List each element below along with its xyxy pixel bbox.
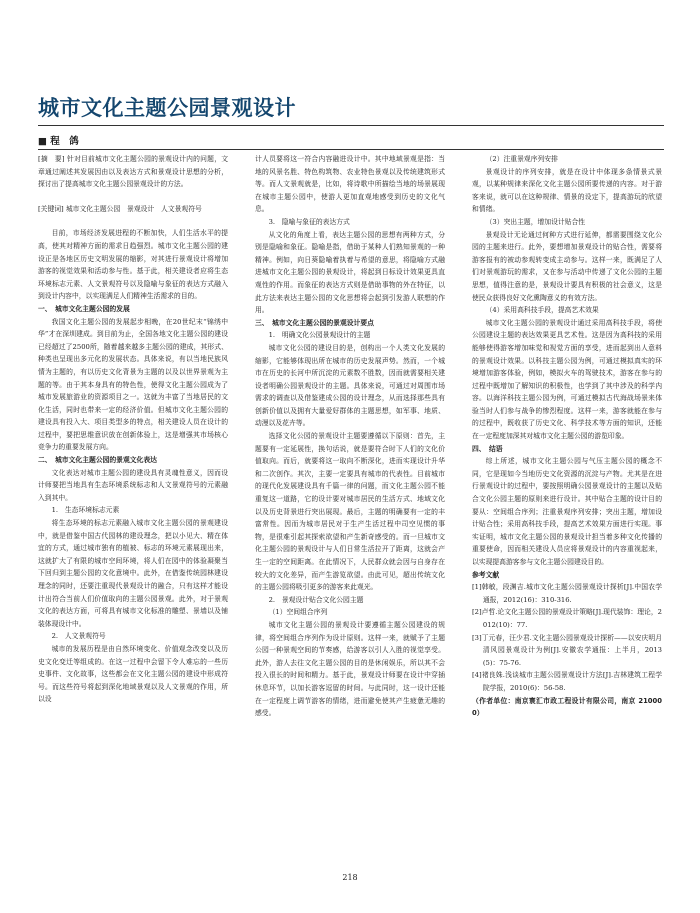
section-heading: 二、 城市文化主题公园的景观文化表达	[38, 456, 157, 465]
paragraph: 计人员要将这一符合内容融进设计中。其中地域景观是指：当地的风景名胜、特色构筑物、农业特色景观以及传统建筑形式等。而人文景观就是，比如，将诗歌中所描绘当地的场景展现在城市主题公园中，使游人更加直观地感受到历史的文化气息。	[255, 155, 445, 214]
reference-item	[472, 669, 662, 694]
author-name: ■ 程 鸽	[38, 136, 79, 147]
reference-label: [1]	[472, 583, 482, 592]
paragraph: 景观设计的序列安排，就是在设计中体现多条情景式景观，以某种规律来深化文化主题公园所要传递的内容。对于游客来说，就可以在这种规律、情景的设定下，提高游玩的欣望和情绪。	[472, 167, 662, 214]
paragraph: 城市文化主题公园的景观设计要遵循主题公园建设的规律，将空间组合序列作为设计原则。这样一来，就赋予了主题公园一种景观空间的节奏感，给游客以引人入胜的视觉享受。此外，游人去往文化主题公园的目的是休闲娱乐，所以其不会投入很长的时间和精力。基于此，景观设计师要在设计中穿插休息环节，以加长游客逗留的时间。与此同时，这一设计还能在一定程度上调节游客的情绪，进而避免使其产生疲惫无趣的感受。	[255, 620, 445, 718]
subsection-heading: 1. 明确文化公园景观设计的主题	[268, 331, 371, 340]
subsection-heading: （1）空间组合序列	[268, 608, 328, 617]
spacer	[38, 191, 228, 203]
subsection-heading: （4）采用高科技手段，提高艺术效果	[485, 306, 599, 315]
reference-item	[472, 606, 662, 631]
paragraph: 将生态环境的标志元素融入城市文化主题公园的景观建设中，就是借鉴中国古代园林的建设理念，把以小见大、精在体宜的方式，通过城市独有的植被、标志的环境元素展现出来，这就扩大了有限的城市空间环境，将人们在园中的体验凝聚当下回归到主题公园的文化意境中。此外，在借鉴传统园林建设理念的同时，还要注重现代景观设计的融合，只有这样才能设计出符合当前人们价值取向的主题公园景观。此外，对于景观文化的表达方面，可将具有城市文化标准的雕塑、景墙以及铺装体现设计中。	[38, 519, 228, 628]
paragraph: 综上所述，城市文化主题公园与气压主题公园的概念不同，它是现如今当地历史文化资源的沉淀与产物。尤其是在进行景观设计的过程中，要按照明确公园景观设计的主题以及贴合文化公园主题的原则来进行设计。其中贴合主题的设计目的要从：空间组合序列；注重景观序列安排；突出主题，增加设计贴合性；采用高科技手段，提高艺术效果方面进行实现。事实证明，城市文化主题公园的景观设计担当着多种文化传播的重要使命，因而相关建设人员应将景观设计的内容重视起来，以实现提高游客参与文化主题公园建设目的。	[472, 457, 662, 566]
reference-text: 卢哲.论文化主题公园的景观设计策略[J].现代装饰：理论，2012(10)：77.	[481, 608, 662, 629]
reference-item	[472, 581, 662, 606]
subsection-heading: （2）注重景观序列安排	[485, 155, 558, 163]
keywords	[38, 203, 228, 216]
reference-label: [2]	[472, 608, 482, 617]
paragraph: 选择文化公园的景观设计主题要遵循以下原则：首先，主题要有一定延展性，换句话说，就是要符合时下人们的文化价值取向。而后，就要将这一取向不断深化，进而实现设计升华和二次创作。其次，主要一定要具有城市的代表性。目前城市的现代化发展建设具有千篇一律的问题，而文化主题公园不能重复这一道路，它的设计要对城市居民的生活方式、地域文化以及历史背景进行突出展现。最后，主题的明确要有一定的丰富常性。因而为城市居民对于生产生活过程中司空见惯的事物，是很难引起其探索欲望和产生新奇感受的。而一旦城市文化主题公园的景观设计与人们日常生活拉开了距离，这就会产生一定的空间距离。在此情况下，人民群众就会因与自身存在较大的文化差异，而产生游览欲望。由此可见，超出传统文化的主题公园将吸引更多的游客来此观光。	[255, 432, 445, 592]
abstract-text: 针对目前城市文化主题公园的景观设计内的问题，文章通过阐述其发展因由以及表达方式和景观设计思想的分析，探讨出了提高城市文化主题公园景观设计的方法。	[38, 155, 228, 189]
reference-label: [4]	[472, 671, 482, 680]
title-rule-bottom	[38, 149, 664, 150]
subsection-heading: 3. 隐喻与象征的表达方式	[268, 217, 350, 226]
subsection-heading: （3）突出主题，增加设计贴合性	[485, 217, 586, 226]
author-affiliation: （作者单位：南京寰汇市政工程设计有限公司，南京 210000）	[472, 696, 662, 718]
reference-text: 丁元春，汪少君.文化主题公园景观设计探析——以安庆明月清风园景观设计为例[J].安徽农学通报：上半月，2013(5)：75-76.	[481, 633, 662, 667]
section-heading: 四、 结语	[472, 444, 503, 453]
column-2	[255, 153, 445, 873]
subsection-heading: 2. 人文景观符号	[51, 632, 106, 641]
references-heading: 参考文献	[472, 570, 500, 579]
paragraph: 我国文化主题公园的发展起步相晚，在20世纪末“锦绣中华”才在深圳建成。到目前为止，全国各地文化主题公园的建设已经超过了2500所，随着越来越多主题公园的建成，其形式、种类也呈现出多元化的发展状态。具体来说，有以当地民族风情为主题的，有以历史文化背景为主题的以及以世界景观为主题的等。由于其本身具有的特色性，使得文化主题公园成为了城市发展旅游业的资源项目之一。这就为丰富了当地居民的文化生活，同时也带来一定的经济价值。但城市文化主题公园的建设具有投入大、项目类型多的特点，相关建设人员在设计的过程中，要把思维意识放在创新体验上，这是增强其市场核心竞争力的重要发展方向。	[38, 317, 228, 452]
abstract	[38, 153, 228, 191]
column-3	[472, 153, 662, 873]
section-heading: 一、 城市文化主题公园的发展	[38, 304, 130, 313]
paragraph: 景观设计无论通过何种方式进行延伸，都需要围绕文化公园的主题来进行。此外，要想增加景观设计的贴合性，需要将游客报有的被动参观转变成主动参与。这样一来，既满足了人们对景观游玩的需求，又在参与活动中传递了文化公园的主题思想，值得注意的是，景观设计要具有积极的社会意义，这是使民众获得良好文化熏陶意义的有效方法。	[472, 230, 662, 302]
paragraph: 城市的发展历程是由自然环境变化、价值观念改变以及历史文化变迁等组成的。在这一过程中会留下令人难忘的一些历史事件、文化故事，这些都会在文化主题公园的建设中形成符号。而这些符号将起到深化地域景观以及人文景观的作用，所以设	[38, 644, 228, 704]
paragraph: 城市文化主题公园的景观设计通过采用高科技手段，将使公园建设主题的表达效果更具艺术性。这是因为高科技的采用能够使得游客增加味觉和视觉方面的享受，进而起到出人意料的景观设计效果。以科技主题公园为例，可通过模拟真实的环境增加游客体验，例如，模拟火车的驾驶技术，游客在参与的过程中既增加了解知识的积极性，也学到了其中涉及的科学内容。以海洋科技主题公园为例，可通过模拟古代海战场景来体验当时人们参与战争的惨烈程度。这样一来，游客就能在参与的过程中，既收获了历史文化、科学技术等方面的知识，还能在一定程度加深其对城市文化主题公园的游览印象。	[472, 318, 662, 441]
reference-text: 韩敏，段渊吉.城市文化主题公园景观设计探析[J].中国农学通报，2012(16)：310-316.	[481, 583, 662, 604]
paragraph: 从文化的角度上看，表达主题公园的思想有两种方式，分别是隐喻和象征。隐喻是指，借助于某种人们熟知景观的一种精神。例如，向日葵隐喻着执着与希望的意思，将隐喻方式融进城市文化主题公园的景观设计，将起到日标设计效果更具直观性的作用。而象征的表达方式则是借助事物的外在特征，以此方法来表达主题公园的文化思想将会起到引发游人联想的作用。	[255, 230, 445, 315]
keywords-label: [关键词]	[38, 204, 64, 213]
section-heading: 三、 城市文化主题公园的景观设计要点	[255, 318, 374, 327]
subsection-heading: 1. 生态环境标志元素	[51, 506, 120, 515]
keywords-text: 城市文化主题公园 景观设计 人文景观符号	[65, 204, 202, 213]
paragraph: 目前，市场经济发展进程的不断加快，人们生活水平的提高，使其对精神方面的需求日趋强烈。城市文化主题公园的建设正是各地区历史文明发展的缩影，对其进行景观设计将增加游客的视觉效果和活动参与性。基于此，相关建设者应将生态环境标志元素、人文景观符号以及隐喻与象征的表达方式融入到设计内容中，以实现满足人们精神生活需求的目的。	[38, 229, 228, 301]
reference-text: 褚良姝.浅谈城市主题公园景观设计方法[J].吉林建筑工程学院学报，2010(6)：56-58.	[481, 671, 662, 692]
paragraph: 城市文化公园的建设目的是，创构出一个人类文化发展的缩影，它能够体现出所在城市的历史发展声势。然而，一个城市在历史的长河中所沉淀的元素数不胜数，因而就需要相关建设者明确公园景观设计的主题。具体来说，可通过对周围市场需求的调查以及借鉴建成公园的设计理念，从而选择那些具有创新价值以及拥有大量爱好群体的主题思想，如军事、地质、动漫以及花卉等。	[255, 343, 445, 428]
title-rule-top	[38, 125, 664, 126]
paragraph: 文化表达对城市主题公园的建设具有灵魂性意义，因而设计师要把当地具有生态环境系统标志和人文景观符号的元素融入到其中。	[38, 468, 228, 502]
article-title: 城市文化主题公园景观设计	[38, 96, 296, 120]
spacer	[38, 215, 228, 227]
page-number: 218	[342, 873, 358, 882]
reference-label: [3]	[472, 633, 482, 642]
abstract-label: [摘 要]	[38, 155, 65, 163]
subsection-heading: 2. 景观设计贴合文化公园主题	[268, 595, 364, 604]
reference-item	[472, 632, 662, 670]
column-1	[38, 153, 228, 873]
